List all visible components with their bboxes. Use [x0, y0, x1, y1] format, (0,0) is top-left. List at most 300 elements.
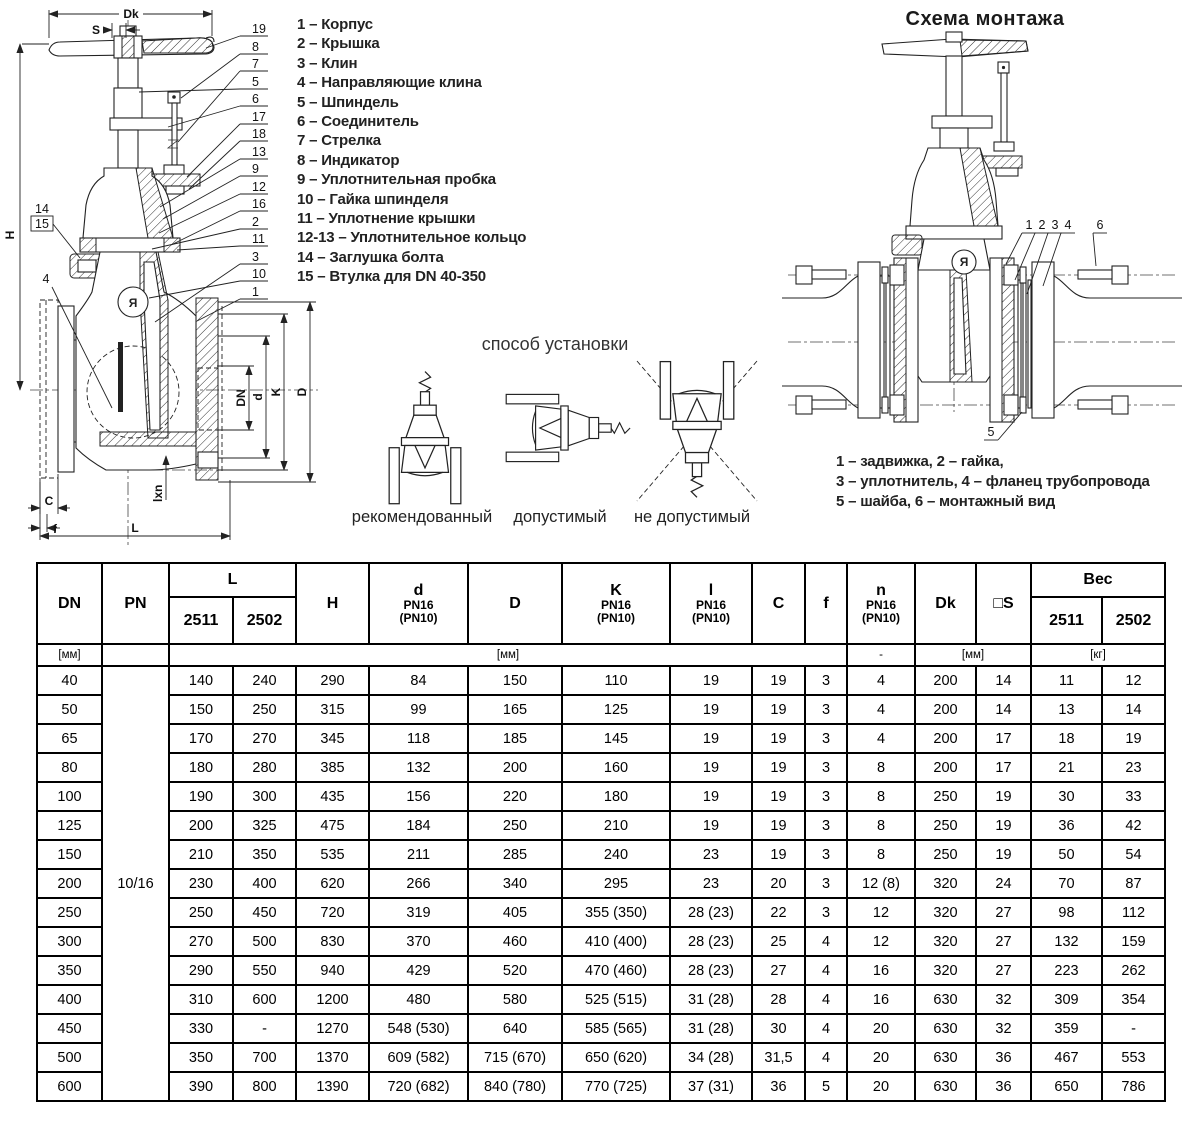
parts-list-item: 1 – Корпус — [297, 16, 373, 33]
callout-2: 2 — [1038, 218, 1046, 232]
svg-text:16: 16 — [252, 197, 266, 211]
cell-h: 940 — [296, 956, 369, 985]
cell-f: 3 — [805, 869, 847, 898]
cell-big-d: 840 (780) — [468, 1072, 562, 1101]
svg-text:12: 12 — [252, 180, 266, 194]
cell-big-d: 520 — [468, 956, 562, 985]
cell-dk: 320 — [915, 956, 976, 985]
col-header-ves-group: Вес — [1031, 563, 1165, 597]
cell-n: 20 — [847, 1043, 915, 1072]
cell-n: 12 (8) — [847, 869, 915, 898]
cell-d: 480 — [369, 985, 468, 1014]
cell-dk: 250 — [915, 782, 976, 811]
cell-s: 14 — [976, 695, 1031, 724]
cell-k: 585 (565) — [562, 1014, 670, 1043]
cell-d: 266 — [369, 869, 468, 898]
cell-s: 24 — [976, 869, 1031, 898]
parts-list-item: 10 – Гайка шпинделя — [297, 190, 449, 208]
col-header-c: C — [752, 563, 805, 644]
unit-dk-s: [мм] — [915, 644, 1031, 666]
callout-6: 6 — [1096, 218, 1104, 232]
col-header-l-2502: 2502 — [233, 597, 296, 644]
cell-dk: 630 — [915, 1072, 976, 1101]
cell-l-2511: 350 — [169, 1043, 233, 1072]
cell-dn: 200 — [37, 869, 102, 898]
logo-glyph: Я — [128, 296, 138, 310]
cell-d: 548 (530) — [369, 1014, 468, 1043]
cell-dk: 630 — [915, 1014, 976, 1043]
cell-s: 27 — [976, 956, 1031, 985]
callout-1: 1 — [1025, 218, 1033, 232]
handwheel — [49, 26, 214, 58]
cell-f: 4 — [805, 985, 847, 1014]
cell-l-2511: 250 — [169, 898, 233, 927]
cell-f: 4 — [805, 927, 847, 956]
cell-l-2502: 270 — [233, 724, 296, 753]
dimension-table — [36, 562, 1166, 1102]
cell-d: 370 — [369, 927, 468, 956]
cell-h: 1370 — [296, 1043, 369, 1072]
cell-d: 99 — [369, 695, 468, 724]
cell-d: 84 — [369, 666, 468, 695]
cell-h: 1270 — [296, 1014, 369, 1043]
cell-ves-2511: 467 — [1031, 1043, 1102, 1072]
cell-c: 25 — [752, 927, 805, 956]
cell-l-2502: 550 — [233, 956, 296, 985]
cell-dn: 50 — [37, 695, 102, 724]
col-header-h: H — [296, 563, 369, 644]
cell-dn: 100 — [37, 782, 102, 811]
unit-ves: [кг] — [1031, 644, 1165, 666]
cell-f: 5 — [805, 1072, 847, 1101]
table-row — [37, 927, 1165, 956]
cell-ves-2502: 54 — [1102, 840, 1165, 869]
cell-d: 319 — [369, 898, 468, 927]
cell-f: 3 — [805, 898, 847, 927]
valve-body — [914, 239, 994, 382]
cell-big-d: 220 — [468, 782, 562, 811]
cell-f: 4 — [805, 1043, 847, 1072]
cell-big-d: 460 — [468, 927, 562, 956]
cell-ves-2511: 132 — [1031, 927, 1102, 956]
cell-ves-2511: 30 — [1031, 782, 1102, 811]
cell-ves-2502: 14 — [1102, 695, 1165, 724]
mounting-note-line: 3 – уплотнитель, 4 – фланец трубопровода — [836, 473, 1150, 490]
cell-dk: 630 — [915, 985, 976, 1014]
cell-n: 8 — [847, 840, 915, 869]
cell-s: 32 — [976, 985, 1031, 1014]
cell-l-2502: 280 — [233, 753, 296, 782]
method-not-allowed-icon — [637, 361, 757, 501]
cell-dk: 630 — [915, 1043, 976, 1072]
cell-l-small: 31 (28) — [670, 985, 752, 1014]
cell-ves-2511: 223 — [1031, 956, 1102, 985]
method-recommended-icon — [389, 372, 461, 504]
cell-f: 3 — [805, 753, 847, 782]
svg-text:8: 8 — [252, 40, 259, 54]
parts-list-item: 12-13 – Уплотнительное кольцо — [297, 229, 527, 247]
cell-n: 12 — [847, 927, 915, 956]
callout-5: 5 — [987, 425, 995, 439]
cell-l-small: 34 (28) — [670, 1043, 752, 1072]
cell-dk: 250 — [915, 840, 976, 869]
cell-c: 22 — [752, 898, 805, 927]
col-header-l-small: l PN16 (PN10) — [670, 563, 752, 644]
svg-text:C: C — [44, 494, 54, 508]
cell-c: 30 — [752, 1014, 805, 1043]
cell-big-d: 715 (670) — [468, 1043, 562, 1072]
cell-l-small: 31 (28) — [670, 1014, 752, 1043]
col-header-dk: Dk — [915, 563, 976, 644]
svg-text:9: 9 — [252, 162, 259, 176]
cell-k: 180 — [562, 782, 670, 811]
table-row — [37, 666, 1165, 695]
cell-ves-2511: 11 — [1031, 666, 1102, 695]
svg-text:1: 1 — [252, 285, 259, 299]
table-row — [37, 782, 1165, 811]
logo-glyph: Я — [959, 255, 969, 269]
table-row — [37, 1014, 1165, 1043]
cell-n: 8 — [847, 753, 915, 782]
cell-d: 118 — [369, 724, 468, 753]
cell-n: 8 — [847, 811, 915, 840]
cell-k: 410 (400) — [562, 927, 670, 956]
svg-text:18: 18 — [252, 127, 266, 141]
cell-h: 535 — [296, 840, 369, 869]
cell-dk: 320 — [915, 898, 976, 927]
cell-l-2502: 325 — [233, 811, 296, 840]
cell-dk: 200 — [915, 666, 976, 695]
cell-ves-2511: 13 — [1031, 695, 1102, 724]
cell-f: 3 — [805, 666, 847, 695]
cell-n: 4 — [847, 666, 915, 695]
cell-d: 720 (682) — [369, 1072, 468, 1101]
cell-l-2502: 350 — [233, 840, 296, 869]
cell-k: 650 (620) — [562, 1043, 670, 1072]
parts-list-item: 9 – Уплотнительная пробка — [297, 171, 496, 189]
valve-section-drawing — [0, 0, 330, 550]
cell-l-2511: 230 — [169, 869, 233, 898]
cell-ves-2502: 112 — [1102, 898, 1165, 927]
units-row — [37, 644, 1165, 666]
svg-text:10: 10 — [252, 267, 266, 281]
cell-dn: 250 — [37, 898, 102, 927]
cell-ves-2502: 87 — [1102, 869, 1165, 898]
table-row — [37, 985, 1165, 1014]
cell-ves-2502: 262 — [1102, 956, 1165, 985]
svg-text:lxn: lxn — [151, 484, 165, 502]
cell-l-2502: 500 — [233, 927, 296, 956]
cell-s: 36 — [976, 1043, 1031, 1072]
cell-h: 290 — [296, 666, 369, 695]
cell-dn: 600 — [37, 1072, 102, 1101]
yoke-arm — [110, 118, 182, 130]
cell-s: 27 — [976, 927, 1031, 956]
cell-h: 385 — [296, 753, 369, 782]
cell-k: 295 — [562, 869, 670, 898]
cell-l-small: 19 — [670, 811, 752, 840]
cell-l-small: 19 — [670, 753, 752, 782]
cell-h: 1200 — [296, 985, 369, 1014]
svg-text:19: 19 — [252, 22, 266, 36]
cell-l-small: 28 (23) — [670, 898, 752, 927]
cell-f: 3 — [805, 724, 847, 753]
cell-d: 609 (582) — [369, 1043, 468, 1072]
cell-dn: 400 — [37, 985, 102, 1014]
cell-c: 28 — [752, 985, 805, 1014]
cell-l-2502: 700 — [233, 1043, 296, 1072]
valve-body — [58, 252, 196, 470]
cell-l-2511: 180 — [169, 753, 233, 782]
dimension-l — [40, 480, 230, 540]
parts-list-item: 8 – Индикатор — [297, 151, 400, 169]
cell-ves-2511: 36 — [1031, 811, 1102, 840]
cell-c: 19 — [752, 695, 805, 724]
cell-l-2511: 290 — [169, 956, 233, 985]
wedge-guide — [118, 342, 123, 412]
cell-k: 525 (515) — [562, 985, 670, 1014]
unit-pn — [102, 644, 169, 666]
parts-list-item: 11 – Уплотнение крышки — [297, 210, 476, 228]
callout-4: 4 — [1064, 218, 1072, 232]
cell-n: 8 — [847, 782, 915, 811]
stem — [110, 58, 182, 168]
cell-big-d: 200 — [468, 753, 562, 782]
cell-s: 36 — [976, 1072, 1031, 1101]
parts-list-item: 15 – Втулка для DN 40-350 — [297, 268, 486, 286]
handwheel — [882, 32, 1028, 57]
cell-big-d: 640 — [468, 1014, 562, 1043]
svg-text:14: 14 — [35, 202, 49, 216]
cell-ves-2502: 33 — [1102, 782, 1165, 811]
cell-f: 4 — [805, 956, 847, 985]
cell-l-small: 19 — [670, 695, 752, 724]
dimension-dn — [217, 366, 254, 430]
cell-ves-2511: 21 — [1031, 753, 1102, 782]
cell-d: 156 — [369, 782, 468, 811]
installation-title: способ установки — [481, 334, 629, 354]
cell-n: 20 — [847, 1014, 915, 1043]
cell-l-2502: - — [233, 1014, 296, 1043]
cell-f: 3 — [805, 811, 847, 840]
cell-ves-2511: 309 — [1031, 985, 1102, 1014]
cell-c: 19 — [752, 811, 805, 840]
unit-n: - — [847, 644, 915, 666]
col-header-dn: DN — [37, 563, 102, 644]
cell-ves-2511: 650 — [1031, 1072, 1102, 1101]
cell-l-2511: 330 — [169, 1014, 233, 1043]
cell-big-d: 250 — [468, 811, 562, 840]
cell-d: 211 — [369, 840, 468, 869]
cell-f: 3 — [805, 695, 847, 724]
cell-dk: 200 — [915, 724, 976, 753]
cell-h: 315 — [296, 695, 369, 724]
cell-s: 19 — [976, 782, 1031, 811]
cell-l-2502: 240 — [233, 666, 296, 695]
cell-dn: 40 — [37, 666, 102, 695]
cell-ves-2502: 553 — [1102, 1043, 1165, 1072]
col-header-big-d: D — [468, 563, 562, 644]
svg-text:3: 3 — [252, 250, 259, 264]
svg-text:2: 2 — [252, 215, 259, 229]
cell-dk: 320 — [915, 869, 976, 898]
cell-n: 16 — [847, 956, 915, 985]
cell-ves-2502: 12 — [1102, 666, 1165, 695]
unit-dn: [мм] — [37, 644, 102, 666]
cell-h: 435 — [296, 782, 369, 811]
mounting-notes — [836, 452, 1181, 512]
cell-ves-2511: 98 — [1031, 898, 1102, 927]
cell-ves-2511: 70 — [1031, 869, 1102, 898]
callout-3: 3 — [1051, 218, 1059, 232]
cell-k: 240 — [562, 840, 670, 869]
cell-l-small: 28 (23) — [670, 927, 752, 956]
cell-ves-2511: 359 — [1031, 1014, 1102, 1043]
cell-s: 17 — [976, 753, 1031, 782]
parts-list-item: 3 – Клин — [297, 54, 358, 72]
cell-c: 19 — [752, 782, 805, 811]
mounting-title: Схема монтажа — [905, 8, 1065, 30]
cell-n: 4 — [847, 724, 915, 753]
cell-n: 20 — [847, 1072, 915, 1101]
col-header-ves-2502: 2502 — [1102, 597, 1165, 644]
cell-ves-2502: 354 — [1102, 985, 1165, 1014]
svg-text:L: L — [131, 521, 139, 535]
cell-dn: 450 — [37, 1014, 102, 1043]
col-header-k: K PN16 (PN10) — [562, 563, 670, 644]
cell-d: 132 — [369, 753, 468, 782]
cell-k: 210 — [562, 811, 670, 840]
cell-l-small: 19 — [670, 782, 752, 811]
cell-l-small: 37 (31) — [670, 1072, 752, 1101]
svg-text:6: 6 — [252, 92, 259, 106]
table-row — [37, 1072, 1165, 1101]
svg-text:17: 17 — [252, 110, 266, 124]
cell-l-2511: 170 — [169, 724, 233, 753]
parts-list — [297, 15, 617, 287]
cell-dn: 80 — [37, 753, 102, 782]
cell-s: 32 — [976, 1014, 1031, 1043]
cell-f: 4 — [805, 1014, 847, 1043]
cell-c: 20 — [752, 869, 805, 898]
cell-l-2502: 250 — [233, 695, 296, 724]
cell-h: 345 — [296, 724, 369, 753]
dimension-k — [218, 314, 288, 470]
cell-ves-2511: 50 — [1031, 840, 1102, 869]
table-row — [37, 1043, 1165, 1072]
cell-s: 17 — [976, 724, 1031, 753]
cell-big-d: 580 — [468, 985, 562, 1014]
cell-f: 3 — [805, 782, 847, 811]
dimension-f — [28, 514, 60, 536]
cell-dk: 200 — [915, 753, 976, 782]
cell-big-d: 285 — [468, 840, 562, 869]
cell-l-2502: 800 — [233, 1072, 296, 1101]
cell-dk: 320 — [915, 927, 976, 956]
cell-d: 429 — [369, 956, 468, 985]
parts-list-item: 5 – Шпиндель — [297, 93, 399, 111]
mounting-note-line: 1 – задвижка, 2 – гайка, — [836, 453, 1004, 470]
cell-ves-2502: 786 — [1102, 1072, 1165, 1101]
cell-c: 19 — [752, 666, 805, 695]
cell-l-2511: 150 — [169, 695, 233, 724]
svg-text:7: 7 — [252, 57, 259, 71]
position-indicator — [150, 92, 200, 194]
cell-k: 125 — [562, 695, 670, 724]
dimension-c — [28, 478, 70, 514]
cell-c: 36 — [752, 1072, 805, 1101]
cell-l-small: 23 — [670, 869, 752, 898]
cell-l-small: 19 — [670, 724, 752, 753]
cell-l-2511: 190 — [169, 782, 233, 811]
cell-h: 830 — [296, 927, 369, 956]
svg-text:15: 15 — [35, 217, 49, 231]
right-flange — [196, 298, 222, 480]
table-row — [37, 753, 1165, 782]
cell-l-small: 19 — [670, 666, 752, 695]
parts-list-item: 7 – Стрелка — [297, 132, 381, 150]
cell-pn: 10/16 — [102, 666, 169, 1101]
mounting-note-line: 5 – шайба, 6 – монтажный вид — [836, 493, 1056, 510]
cell-dn: 65 — [37, 724, 102, 753]
cell-l-2511: 200 — [169, 811, 233, 840]
svg-text:f: f — [53, 522, 57, 536]
cell-k: 470 (460) — [562, 956, 670, 985]
cell-c: 19 — [752, 840, 805, 869]
parts-list-item: 14 – Заглушка болта — [297, 248, 444, 266]
cell-h: 720 — [296, 898, 369, 927]
col-header-s: □S — [976, 563, 1031, 644]
cell-dn: 300 — [37, 927, 102, 956]
table-row — [37, 869, 1165, 898]
dimension-d-big — [218, 302, 316, 482]
cell-d: 184 — [369, 811, 468, 840]
cell-c: 31,5 — [752, 1043, 805, 1072]
svg-text:DN: DN — [234, 389, 248, 407]
svg-text:Dk: Dk — [123, 7, 139, 21]
cell-n: 4 — [847, 695, 915, 724]
table-row — [37, 724, 1165, 753]
col-header-l-2511: 2511 — [169, 597, 233, 644]
table-row — [37, 840, 1165, 869]
cell-dk: 250 — [915, 811, 976, 840]
cell-l-2511: 270 — [169, 927, 233, 956]
cell-h: 1390 — [296, 1072, 369, 1101]
cell-big-d: 405 — [468, 898, 562, 927]
method-label-recommended: рекомендованный — [351, 508, 493, 526]
bolt-cap — [892, 235, 922, 255]
installation-methods-drawing — [340, 356, 780, 506]
cell-l-small: 28 (23) — [670, 956, 752, 985]
cell-big-d: 150 — [468, 666, 562, 695]
cell-h: 475 — [296, 811, 369, 840]
cell-k: 160 — [562, 753, 670, 782]
col-header-d: d PN16 (PN10) — [369, 563, 468, 644]
cell-l-small: 23 — [670, 840, 752, 869]
label-14-15 — [31, 202, 80, 258]
svg-text:11: 11 — [252, 232, 265, 246]
method-label-allowed: допустимый — [513, 508, 607, 526]
cell-dn: 125 — [37, 811, 102, 840]
cell-l-2502: 600 — [233, 985, 296, 1014]
cell-ves-2502: 19 — [1102, 724, 1165, 753]
stem-cap — [120, 26, 136, 36]
cell-s: 27 — [976, 898, 1031, 927]
svg-text:K: K — [269, 387, 283, 397]
cell-l-2511: 210 — [169, 840, 233, 869]
cell-ves-2502: 42 — [1102, 811, 1165, 840]
cell-k: 110 — [562, 666, 670, 695]
